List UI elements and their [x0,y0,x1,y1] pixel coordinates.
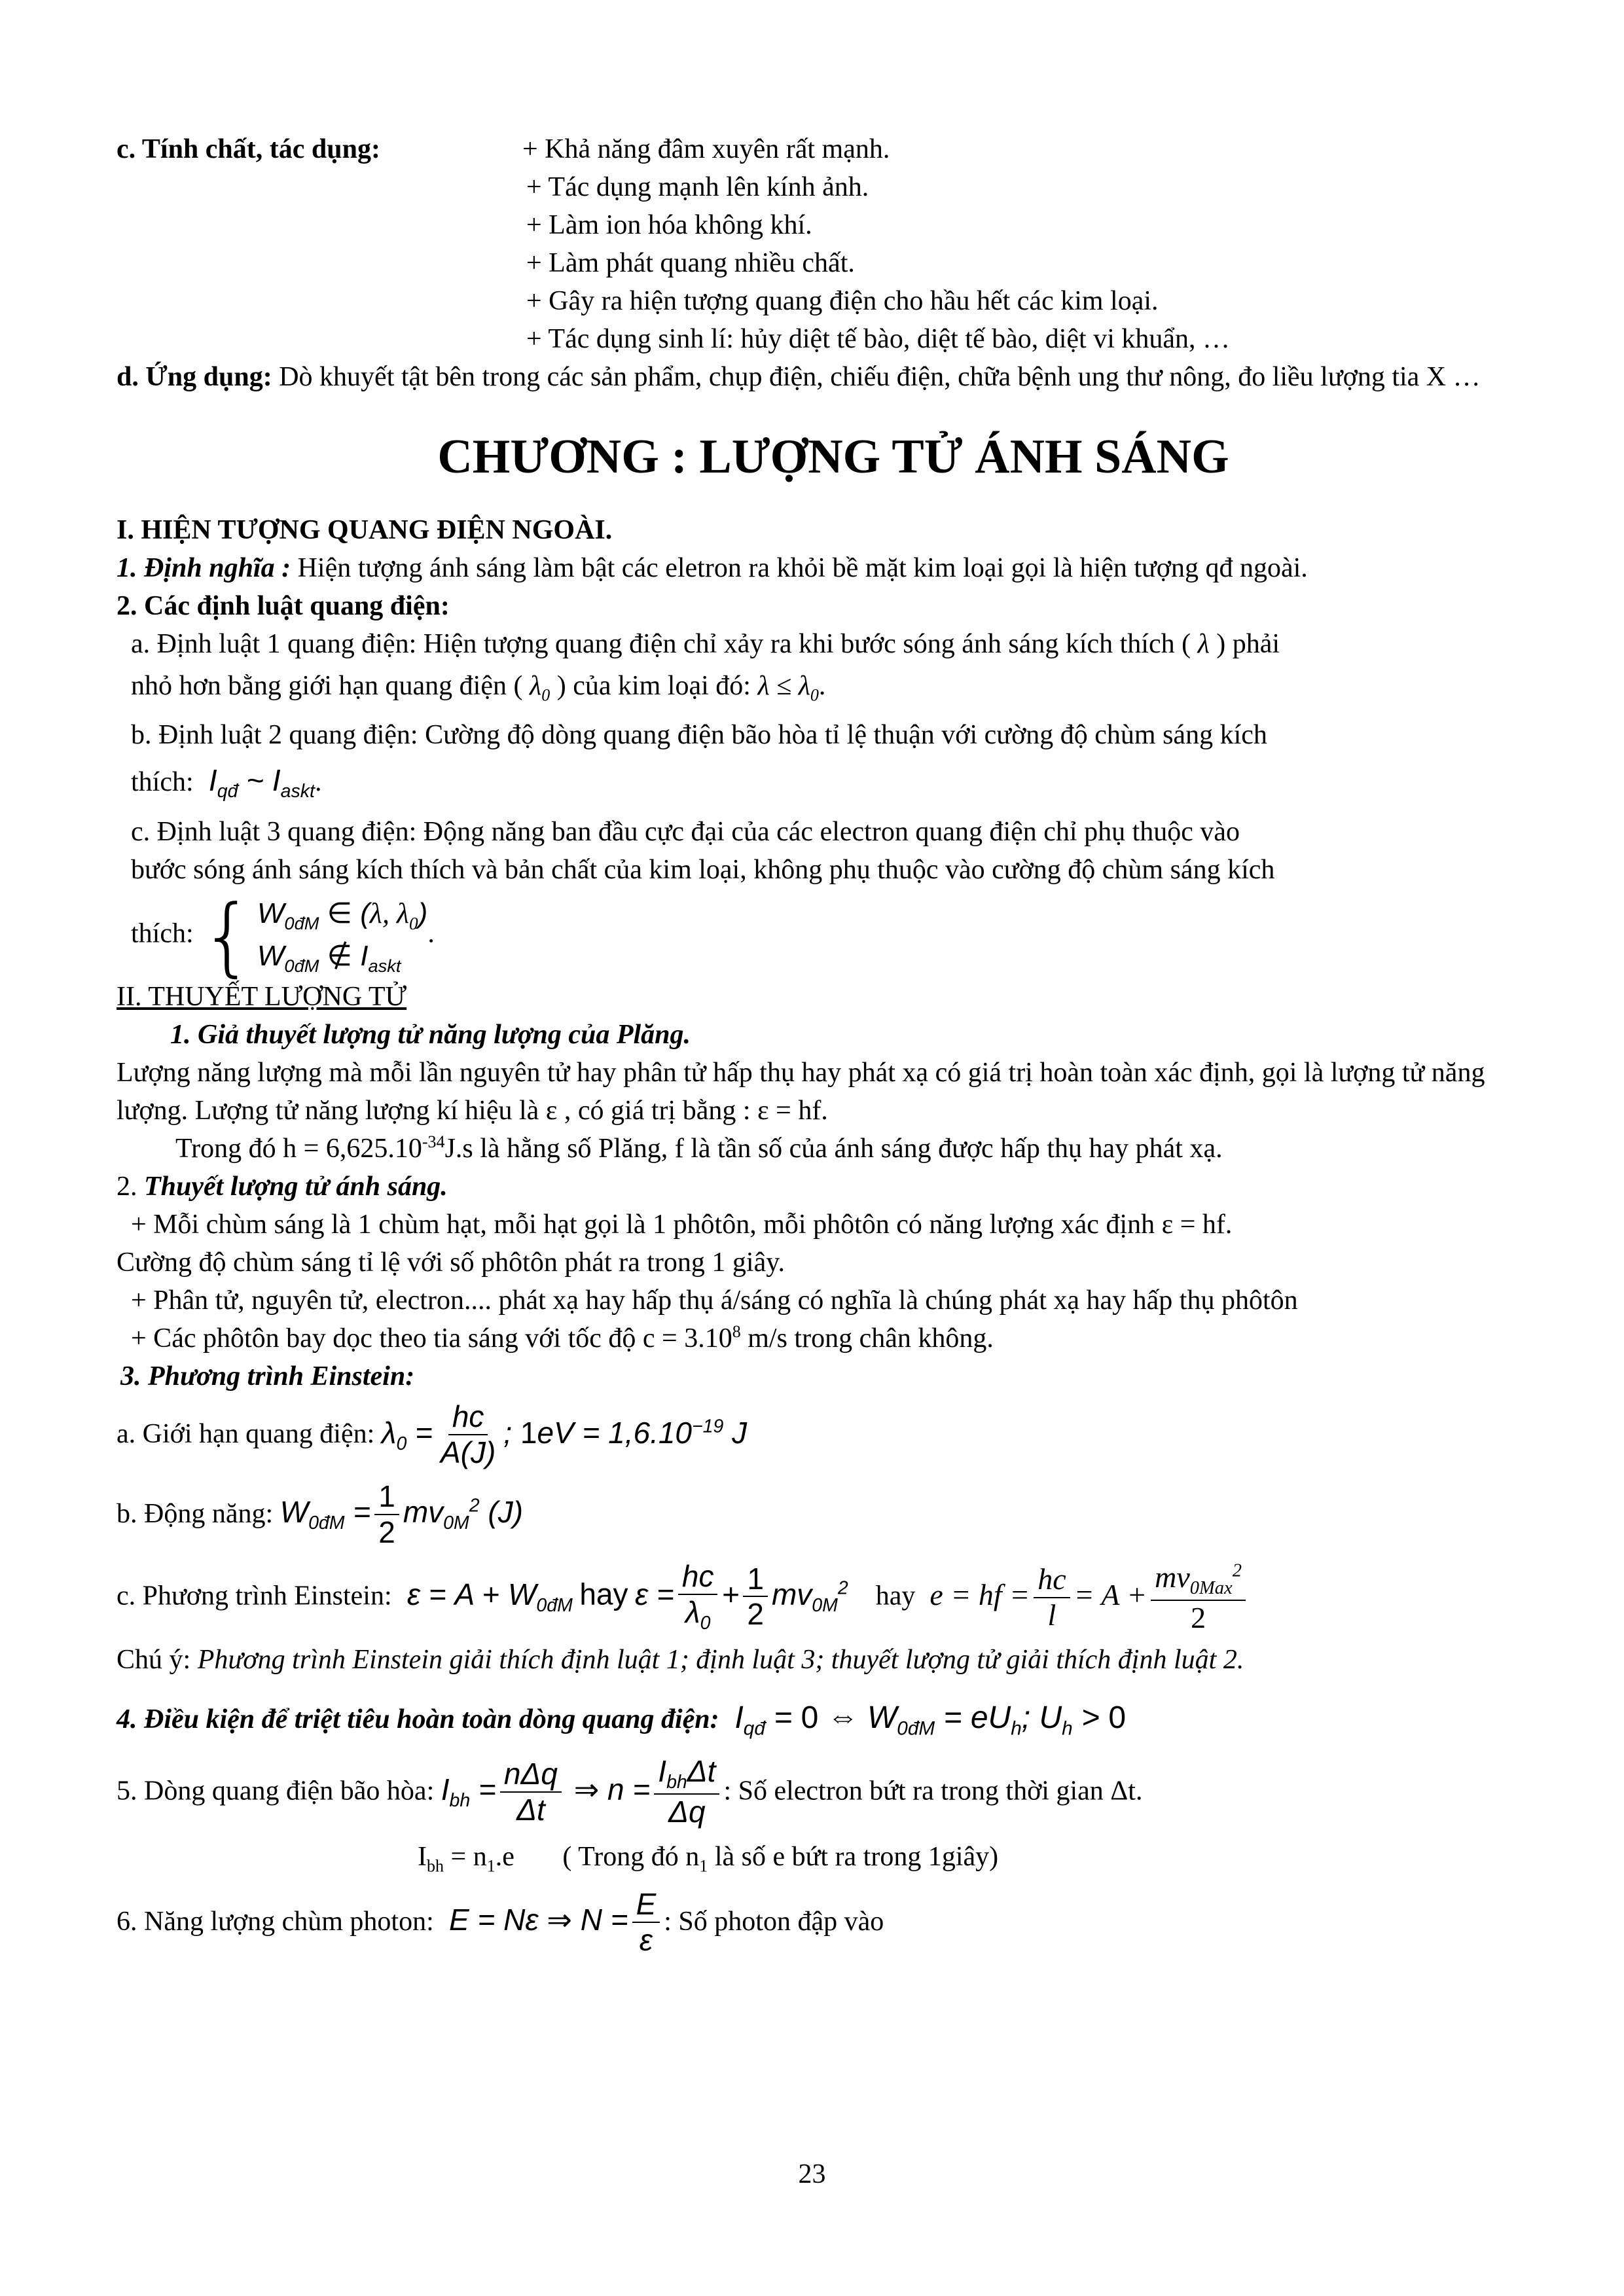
law-1-text: a. Định luật 1 quang điện: Hiện tượng quang điện chỉ xảy ra khi bước sóng ánh sáng kích thích ( [131,629,1191,660]
planck-constant [117,1130,1550,1168]
subheading-3: 3. Phương trình Einstein: [120,1361,415,1391]
applications-paragraph [117,359,1550,397]
bullet-3-text: m/s trong chân không. [740,1323,994,1354]
photon-bullet-2: + Phân tử, nguyên tử, electron.... phát xạ hay hấp thụ á/sáng có nghĩa là chúng phát xạ hay hấp thụ phôtôn [131,1285,1298,1316]
law-1-text: nhỏ hơn bằng giới hạn quang điện ( [131,671,523,702]
einstein-formula-1: $\varepsilon = A + W_{0đM}$ [399,1577,573,1616]
planck-text: J.s là hằng số Plăng, f là tần số của ánh sáng được hấp thụ hay phát xạ. [444,1133,1223,1164]
ibh-line [117,1839,1550,1878]
property-item: + Gây ra hiện tượng quang điện cho hầu hết các kim loại. [526,285,1159,316]
subheading-2-text: Thuyết lượng tử ánh sáng. [137,1171,448,1202]
section-heading-1: I. HIỆN TƯỢNG QUANG ĐIỆN NGOÀI. [117,515,613,546]
law-2-text: thích: [131,766,194,797]
ibh-text: .e [495,1841,514,1872]
threshold-line [117,1399,1550,1470]
brace-icon: { [200,886,255,986]
saturation-tail: : Số electron bứt ra trong thời gian Δt. [723,1776,1143,1806]
law-2-formula: $I_{qđ}$ ~ $I_{askt}$ [200,762,315,802]
applications-text: Dò khuyết tật bên trong các sản phẩm, chụp điện, chiếu điện, chữa bệnh ung thư nông, đo liều lượng tia X … [272,361,1481,392]
law-3-system [200,886,428,986]
law-1-cont: nhỏ hơn bằng giới hạn quang điện ( $\lambda_0$ ) của kim loại đó: $\lambda \le \lambda_0$. [131,671,826,705]
page-content [117,131,1550,1958]
properties-list [522,131,1230,359]
definition-label: 1. Định nghĩa : [117,553,291,584]
ibh-sub: 1 [486,1856,496,1876]
property-item: + Tác dụng sinh lí: hủy diệt tế bào, diệt tế bào, diệt vi khuẩn, … [526,323,1231,354]
subheading-2-number: 2. [117,1171,137,1202]
hay-word: hay [579,1577,628,1611]
law-3: c. Định luật 3 quang điện: Động năng ban đầu cực đại của các electron quang điện chỉ phụ thuộc vào [131,817,1240,848]
law-3-cont2: thích: { $W_{0đM}$ ∈ (λ, $\lambda_0$) $W_{0đM}$ ∉ $I_{askt}$ . [131,886,435,986]
ibh-text: = n [444,1841,487,1872]
photon-energy-formula: E = Nε ⇒ N = $\frac{E}{\varepsilon}$ [441,1903,664,1937]
law-1 [117,626,1550,664]
ibh-text: I [418,1841,427,1872]
subheading-2 [117,1168,1550,1206]
definition-text: Hiện tượng ánh sáng làm bật các eletron ra khỏi bề mặt kim loại gọi là hiện tượng qđ ngoài. [291,553,1308,584]
ibh-note: là số e bứt ra trong 1giây) [708,1841,999,1872]
kinetic-line [117,1479,1550,1550]
properties-label: c. Tính chất, tác dụng: [117,134,380,164]
photon-bullet-3 [117,1320,1550,1358]
ibh-sub: bh [427,1856,444,1876]
planck-exponent: -34 [422,1132,445,1151]
lambda-symbol: λ [1197,629,1210,660]
photon-energy-line [117,1887,1550,1958]
subheading-1: 1. Giả thuyết lượng tử năng lượng của Plăng. [170,1019,691,1050]
stopping-line [117,1696,1550,1742]
ibh-sub: 1 [699,1856,708,1876]
einstein-formula-3: e = hf = $\frac{hc}{l}$ = A + $\frac{mv_{0Max}^2}{2}$ [922,1578,1250,1611]
hay-word: hay [875,1581,916,1611]
saturation-line [117,1754,1550,1829]
law-3-text: thích: [131,918,194,949]
note-label: Chú ý: [117,1645,191,1676]
property-item: + Làm phát quang nhiều chất. [526,247,855,278]
law-2-cont: thích: $I_{qđ}$ ~ $I_{askt}$. [131,762,322,802]
bullet-3-exponent: 8 [732,1321,741,1341]
ibh-note: ( Trong đó n [562,1841,700,1872]
applications-label: d. Ứng dụng: [117,361,272,392]
properties-block [117,131,1550,359]
law-1-formula: $\lambda \le \lambda_0$ [757,671,819,705]
stopping-label: 4. Điều kiện để triệt tiêu hoàn toàn dòng quang điện: [117,1704,719,1735]
planck-text: Trong đó h = 6,625.10 [175,1133,422,1164]
saturation-label: 5. Dòng quang điện bão hòa: [117,1776,435,1806]
law-1-text: ) của kim loại đó: [556,671,751,702]
system-line: $W_{0đM}$ ∉ $I_{askt}$ [257,939,401,976]
law-1-text: ) phải [1216,629,1280,660]
property-item: + Khả năng đâm xuyên rất mạnh. [522,134,890,164]
einstein-formula-2: ε = $\frac{hc}{\lambda_0}$ + $\frac{1}{2}$ $mv_{0M}^2$ [635,1559,848,1634]
law-3-cont: bước sóng ánh sáng kích thích và bản chất của kim loại, không phụ thuộc vào cường độ chùm sáng kích [131,855,1275,886]
threshold-formula: $\lambda_0$ = $\frac{hc}{A(J)}$ ; $1eV = 1,6.10^{-19}$ J [381,1399,748,1470]
photon-bullet-1-cont: Cường độ chùm sáng tỉ lệ với số phôtôn phát ra trong 1 giây. [117,1247,785,1278]
lambda0-symbol: $\lambda_0$ [529,671,550,705]
threshold-label: a. Giới hạn quang điện: [117,1419,375,1450]
note-text: Phương trình Einstein giải thích định luật 1; định luật 3; thuyết lượng tử giải thích định luật 2. [190,1645,1244,1676]
bullet-3-text: + Các phôtôn bay dọc theo tia sáng với tốc độ c = 3.10 [131,1323,732,1354]
chapter-title: CHƯƠNG : LƯỢNG TỬ ÁNH SÁNG [437,429,1229,484]
system-line: $W_{0đM}$ ∈ (λ, $\lambda_0$) [257,897,428,933]
saturation-formula: $I_{bh}$ = $\frac{\text{nΔq}}{\Delta t}$ ⇒ n = $\frac{I_{bh}\Delta t}{\Delta q}$ [441,1772,724,1806]
property-item: + Tác dụng mạnh lên kính ảnh. [526,171,869,202]
property-item: + Làm ion hóa không khí. [526,209,812,240]
planck-paragraph: Lượng năng lượng mà mỗi lần nguyên tử hay phân tử hấp thụ hay phát xạ có giá trị hoàn toàn xác định, gọi là lượng tử năng lượng. Lượng tử năng lượng kí hiệu là ε , có giá trị bằng : ε = hf. [117,1057,1485,1126]
einstein-label: c. Phương trình Einstein: [117,1581,392,1611]
photon-energy-label: 6. Năng lượng chùm photon: [117,1907,434,1937]
photon-energy-tail: : Số photon đập vào [664,1907,884,1937]
law-2: b. Định luật 2 quang điện: Cường độ dòng quang điện bão hòa tỉ lệ thuận với cường độ chùm sáng kích [131,719,1267,750]
einstein-line [117,1559,1550,1635]
note-line [117,1641,1550,1679]
laws-heading: 2. Các định luật quang điện: [117,591,450,622]
stopping-formula: $I_{qđ} = 0$ ⇔ $W_{0đM} = eU_h$; $U_h > 0$ [726,1700,1127,1740]
photon-bullet-1: + Mỗi chùm sáng là 1 chùm hạt, mỗi hạt gọi là 1 phôtôn, mỗi phôtôn có năng lượng xác định ε = hf. [131,1209,1233,1240]
kinetic-formula: $W_{0đM}$ = $\frac{1}{2}$ $mv_{0M}^2$ (J) [280,1479,524,1550]
kinetic-label: b. Động năng: [117,1499,274,1530]
section-heading-2: II. THUYẾT LƯỢNG TỬ [117,981,407,1012]
page-number: 23 [798,2159,826,2189]
definition-paragraph [117,550,1550,588]
